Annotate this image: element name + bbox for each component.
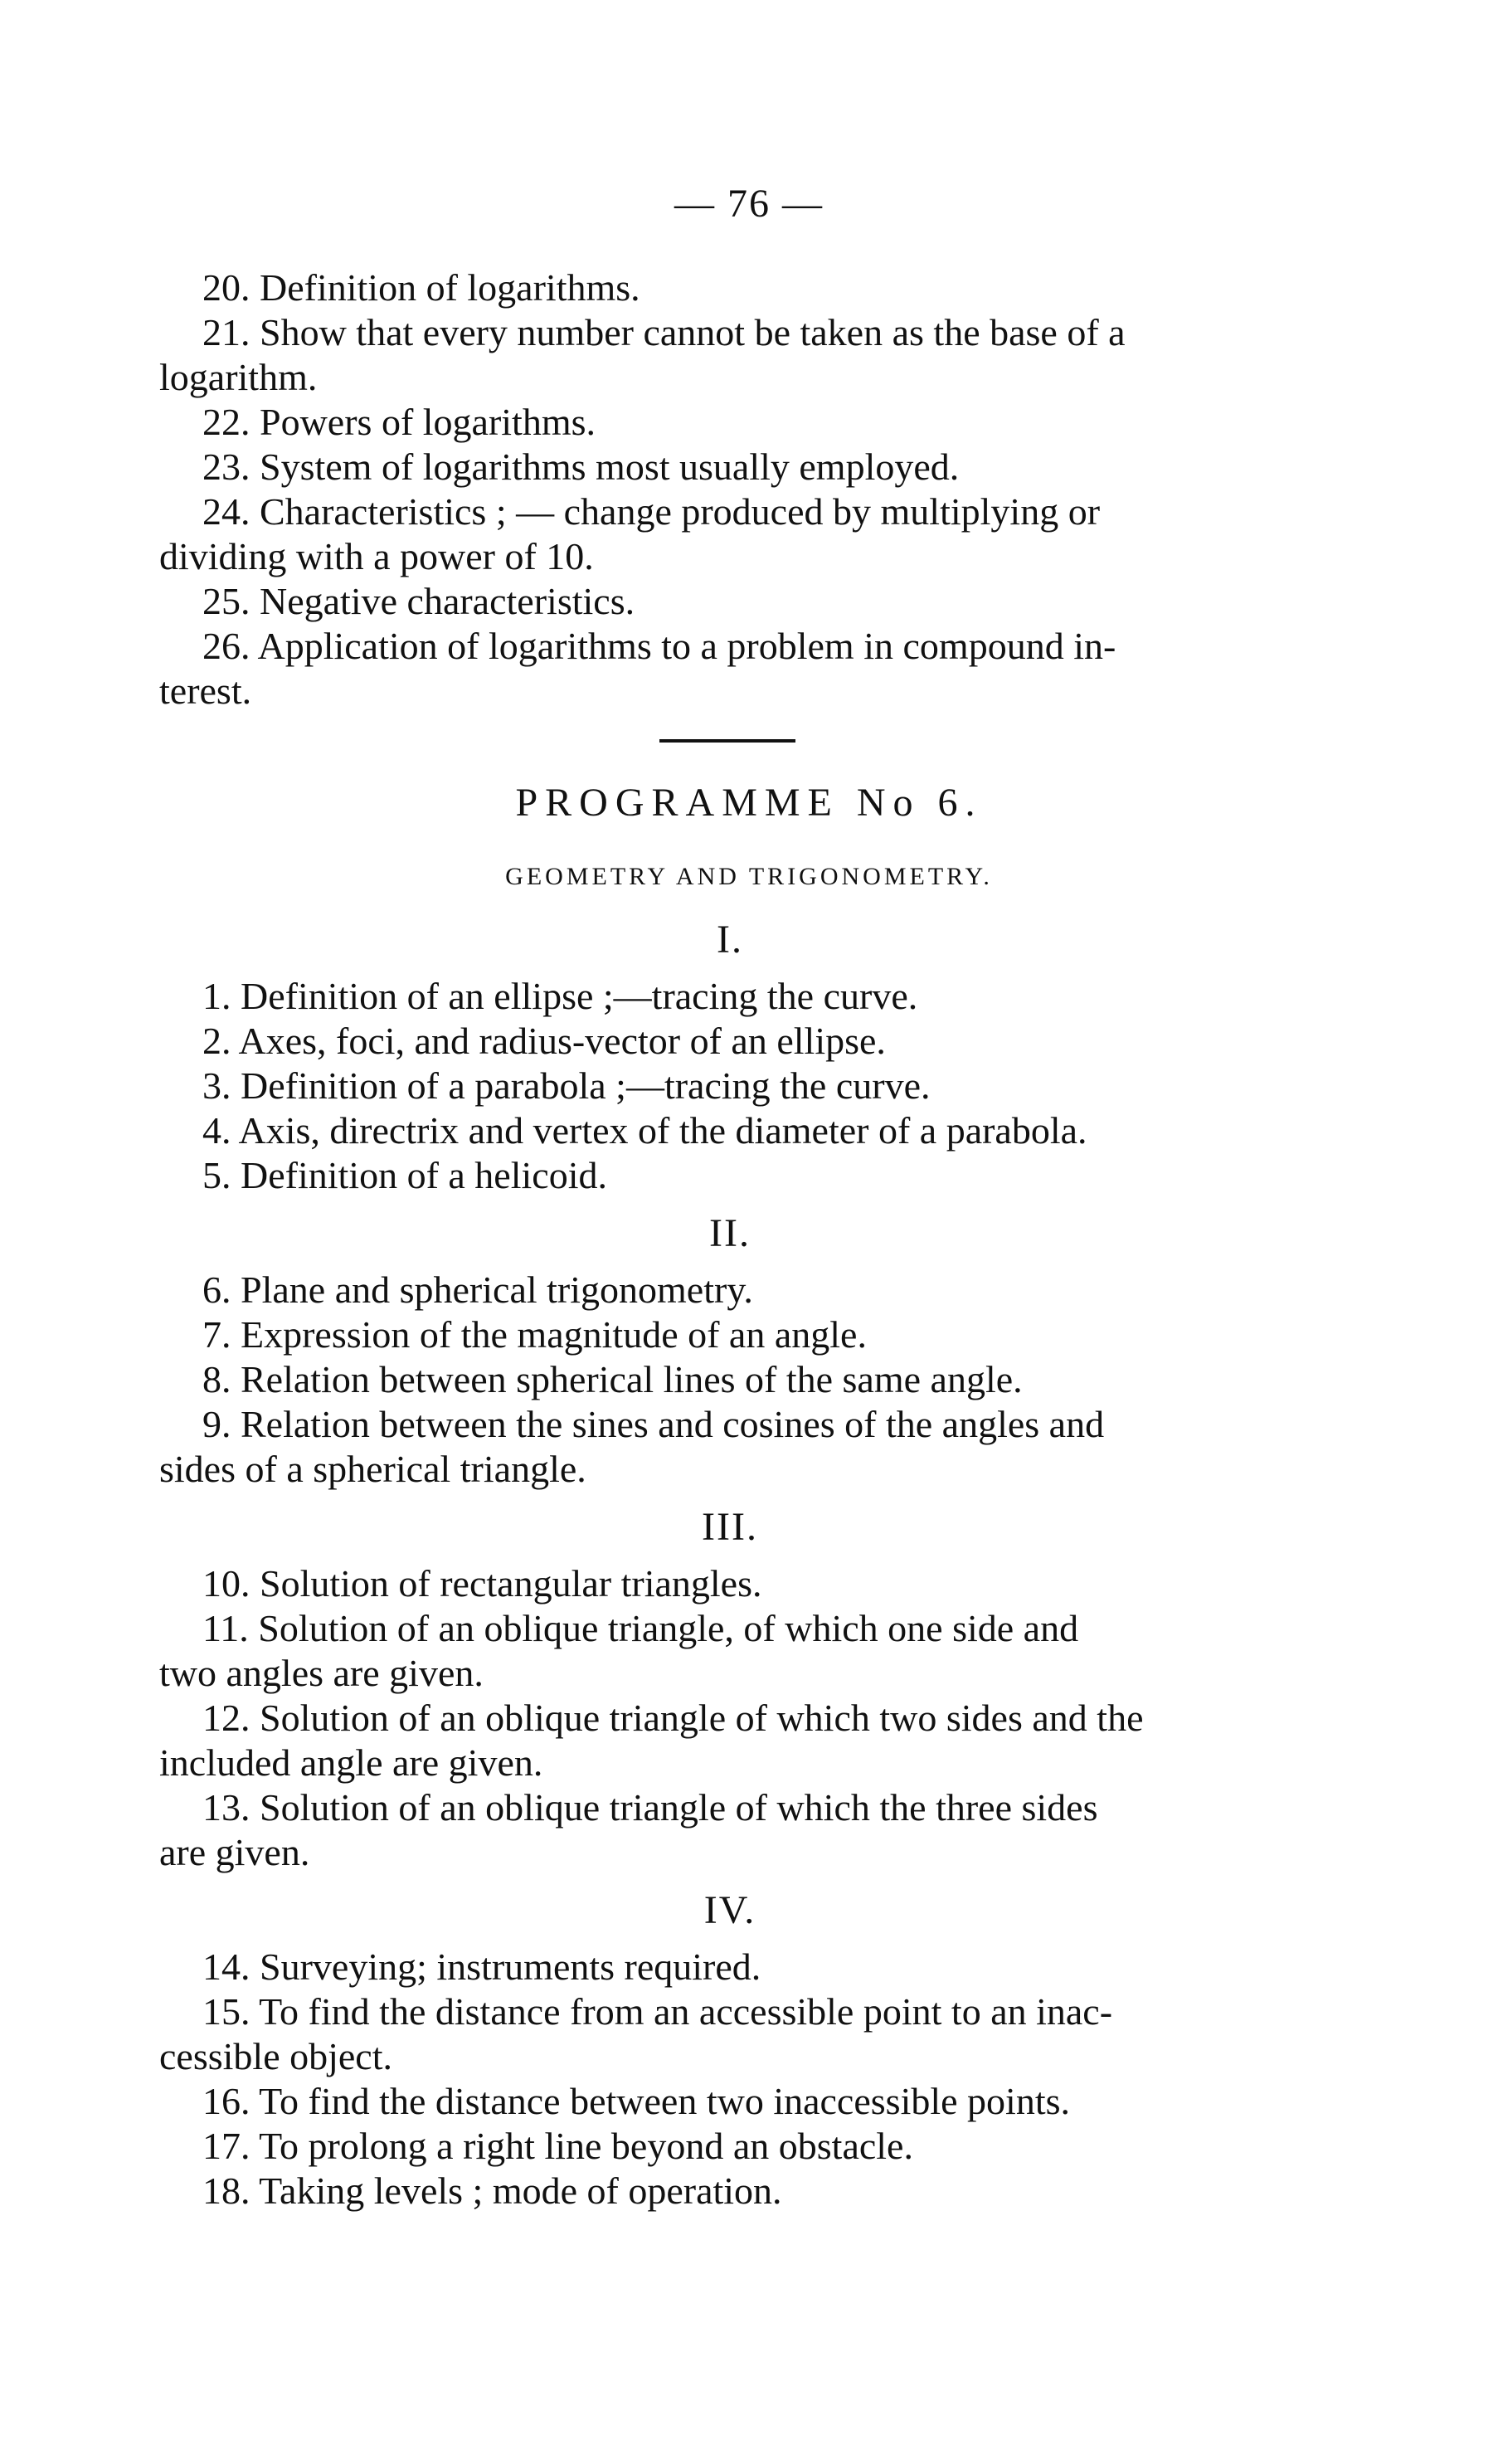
- item-number: 7.: [202, 1313, 231, 1356]
- item-number: 18.: [202, 2169, 250, 2212]
- list-item: [159, 310, 1301, 400]
- item-number: 4.: [202, 1109, 231, 1152]
- item-text: Relation between spherical lines of the same angle.: [241, 1358, 1023, 1400]
- item-text: Definition of a parabola ;—tracing the curve.: [241, 1064, 931, 1107]
- item-number: 26.: [202, 625, 250, 667]
- item-number: 20.: [202, 266, 250, 309]
- list-item: [159, 1357, 1301, 1402]
- list-item: [159, 400, 1301, 445]
- item-number: 16.: [202, 2080, 250, 2122]
- list-item: [159, 445, 1301, 489]
- item-text: To prolong a right line beyond an obstacle.: [259, 2125, 913, 2167]
- item-text: Characteristics ; — change produced by multiplying or: [260, 490, 1101, 533]
- list-item: [159, 1402, 1301, 1492]
- list-item: [159, 1268, 1301, 1312]
- item-number: 6.: [202, 1269, 231, 1311]
- item-text: Definition of logarithms.: [260, 266, 640, 309]
- list-item: [159, 1019, 1301, 1064]
- item-text: Taking levels ; mode of operation.: [259, 2169, 782, 2212]
- item-number: 10.: [202, 1562, 250, 1605]
- item-number: 21.: [202, 311, 250, 353]
- item-text-continued: dividing with a power of 10.: [159, 535, 594, 577]
- item-text: Plane and spherical trigonometry.: [241, 1269, 753, 1311]
- item-text: Powers of logarithms.: [260, 401, 596, 443]
- list-item: [159, 1561, 1301, 1606]
- item-text: Application of logarithms to a problem in compound in-: [257, 625, 1116, 667]
- item-text: Show that every number cannot be taken as the base of a: [260, 311, 1126, 353]
- item-number: 8.: [202, 1358, 231, 1400]
- previous-programme-items: [159, 265, 1301, 713]
- list-item: [159, 1785, 1301, 1875]
- item-number: 14.: [202, 1945, 250, 1988]
- item-text-continued: included angle are given.: [159, 1741, 543, 1784]
- item-text-continued: cessible object.: [159, 2035, 393, 2077]
- item-number: 25.: [202, 580, 250, 622]
- list-item: [159, 265, 1301, 310]
- item-text: To find the distance from an accessible point to an inac-: [259, 1990, 1113, 2033]
- item-text: To find the distance between two inaccessible points.: [259, 2080, 1071, 2122]
- programme-content: [159, 918, 1301, 2213]
- item-number: 11.: [202, 1607, 249, 1649]
- item-text: Axes, foci, and radius-vector of an ellipse.: [238, 1020, 886, 1062]
- list-item: [159, 579, 1301, 624]
- item-text-continued: two angles are given.: [159, 1652, 484, 1694]
- item-number: 24.: [202, 490, 250, 533]
- programme-subtitle: GEOMETRY AND TRIGONOMETRY.: [505, 863, 993, 890]
- item-number: 2.: [202, 1020, 231, 1062]
- item-text: Definition of an ellipse ;—tracing the curve.: [241, 975, 918, 1017]
- list-item: [159, 489, 1301, 579]
- item-text: Expression of the magnitude of an angle.: [241, 1313, 867, 1356]
- item-number: 13.: [202, 1786, 250, 1829]
- list-item: [159, 2079, 1301, 2124]
- item-number: 15.: [202, 1990, 250, 2033]
- programme-title: PROGRAMME No 6.: [515, 781, 983, 825]
- item-number: 22.: [202, 401, 250, 443]
- section-numeral: IV.: [703, 1888, 756, 1932]
- item-number: 5.: [202, 1154, 231, 1196]
- item-number: 1.: [202, 975, 231, 1017]
- list-item: [159, 1606, 1301, 1696]
- item-number: 3.: [202, 1064, 231, 1107]
- item-text: System of logarithms most usually employed.: [260, 446, 960, 488]
- list-item: [159, 1108, 1301, 1153]
- item-text: Relation between the sines and cosines of the angles and: [241, 1403, 1105, 1445]
- item-text: Solution of rectangular triangles.: [260, 1562, 762, 1605]
- item-text: Definition of a helicoid.: [241, 1154, 607, 1196]
- section-numeral: II.: [709, 1211, 751, 1255]
- list-item: [159, 1989, 1301, 2079]
- page-number: — 76 —: [674, 182, 824, 226]
- section-divider-rule: [659, 739, 795, 743]
- list-item: [159, 974, 1301, 1019]
- item-text: Solution of an oblique triangle, of which one side and: [258, 1607, 1079, 1649]
- list-item: [159, 1696, 1301, 1785]
- item-number: 9.: [202, 1403, 231, 1445]
- section-numeral: III.: [702, 1505, 758, 1549]
- item-text: Surveying; instruments required.: [260, 1945, 761, 1988]
- item-number: 12.: [202, 1697, 250, 1739]
- list-item: [159, 1153, 1301, 1198]
- item-number: 23.: [202, 446, 250, 488]
- item-text: Negative characteristics.: [260, 580, 635, 622]
- item-text: Solution of an oblique triangle of which the three sides: [260, 1786, 1098, 1829]
- list-item: [159, 1064, 1301, 1108]
- item-text-continued: terest.: [159, 670, 252, 712]
- item-text-continued: logarithm.: [159, 356, 318, 398]
- list-item: [159, 624, 1301, 713]
- item-text: Solution of an oblique triangle of which two sides and the: [260, 1697, 1144, 1739]
- list-item: [159, 1312, 1301, 1357]
- item-text-continued: sides of a spherical triangle.: [159, 1448, 586, 1490]
- section-numeral: I.: [717, 918, 743, 962]
- item-number: 17.: [202, 2125, 250, 2167]
- list-item: [159, 2124, 1301, 2169]
- list-item: [159, 2169, 1301, 2213]
- list-item: [159, 1945, 1301, 1989]
- item-text-continued: are given.: [159, 1831, 310, 1873]
- item-text: Axis, directrix and vertex of the diameter of a parabola.: [238, 1109, 1087, 1152]
